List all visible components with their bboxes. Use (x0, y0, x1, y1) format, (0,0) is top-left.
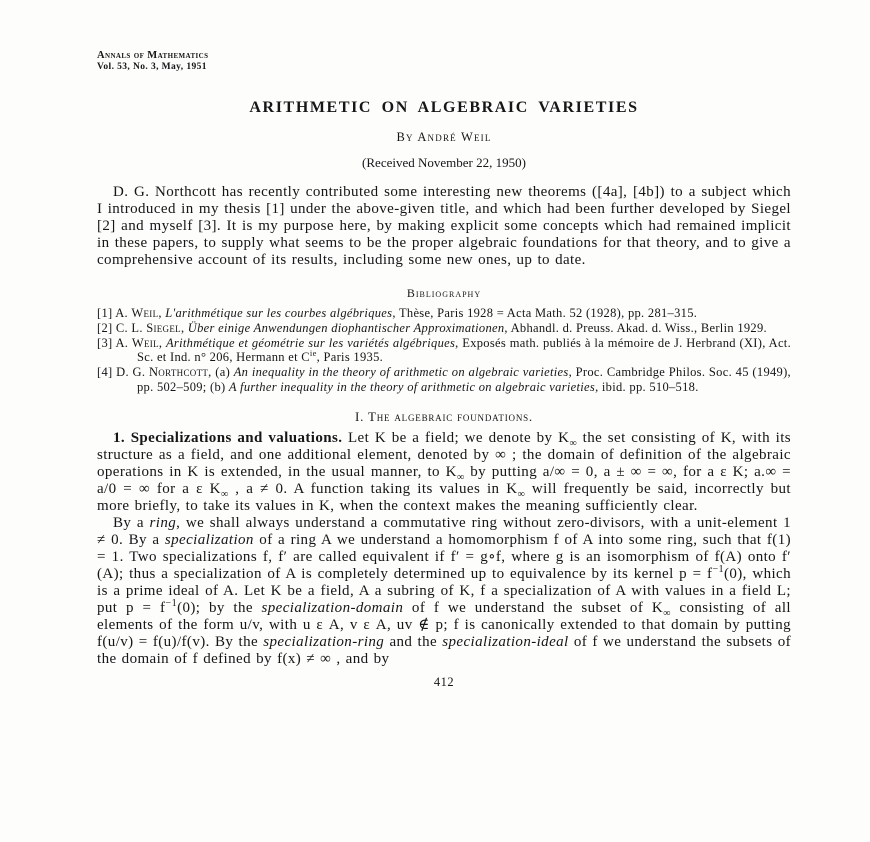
body-paragraph: By a ring, we shall always understand a commutative ring without zero-divisors, with a unit-element 1 ≠ 0. By a specialization of a ring A we understand a homomorphism f of A into some ring, such that f(1) = 1. Two specializations f, f′ are called equivalent if f′ = g∘f, where g is an isomorphism of f(A) onto f′(A); thus a specialization of A is completely determined up to equivalence by its kernel $p = f^{-1}(0)$, which is a prime ideal of A. Let K be a field, A a subring of K, f a specialization of A with values in a field L; put $p = f^{-1}(0)$; by the specialization-domain of f we understand the subset of $K_\infty$ consisting of all elements of the form u/v, with u ε A, v ε A, uv ∉ p; f is canonically extended to that domain by putting f(u/v) = f(u)/f(v). By the specialization-ring and the specialization-ideal of f we understand the subsets of the domain of f defined by f(x) ≠ ∞ , and by (97, 514, 792, 667)
bibliography-item: [1] A. Weil, L'arithmétique sur les courbes algébriques, Thèse, Paris 1928 = Acta Math. 52 (1928), pp. 281–315. (97, 306, 698, 320)
journal-header (97, 50, 791, 73)
paper-title: ARITHMETIC ON ALGEBRAIC VARIETIES (249, 99, 639, 116)
intro-paragraph: D. G. Northcott has recently contributed some interesting new theorems ([4a], [4b]) to a subject which I introduced in my thesis [1] under the above-given title, and which had been further developed by Siegel [2] and myself [3]. It is my purpose here, by making explicit some concepts which had remained implicit in these papers, to supply what seems to be the proper algebraic foundations for that theory, and to give a comprehensive account of its results, including some new ones, up to date. (97, 184, 791, 268)
journal-name: Annals of Mathematics (97, 50, 209, 61)
received-note: (Received November 22, 1950) (362, 155, 526, 170)
bibliography-list (97, 306, 791, 395)
page-content (97, 0, 791, 690)
author-byline: By André Weil (396, 130, 492, 144)
bibliography-item: [2] C. L. Siegel, Über einige Anwendungen diophantischer Approximationen, Abhandl. d. Preuss. Akad. d. Wiss., Berlin 1929. (97, 320, 767, 335)
section-paragraphs (97, 430, 791, 668)
body-paragraph: 1. Specializations and valuations. Let K be a field; we denote by $K_\infty$ the set consisting of K, with its structure as a field, and one additional element, denoted by ∞ ; the domain of definition of the algebraic operations in K is extended, in the usual manner, to $K_\infty$ by putting a/∞ = 0, a ± ∞ = ∞, for a ε K; a.∞ = a/0 = ∞ for a ε $K_\infty$ , a ≠ 0. A function taking its values in $K_\infty$ will frequently be said, incorrectly but more briefly, to take its values in K, when the context makes the meaning sufficiently clear. (97, 429, 791, 514)
journal-issue: Vol. 53, No. 3, May, 1951 (97, 61, 207, 72)
bibliography-heading: Bibliography (406, 286, 482, 300)
page-number: 412 (433, 674, 455, 689)
bibliography-item: [4] D. G. Northcott, (a) An inequality in the theory of arithmetic on algebraic varieties, Proc. Cambridge Philos. Soc. 45 (1949), pp. 502–509; (b) A further inequality in the theory of arithmetic on algebraic varieties, ibid. pp. 510–518. (97, 365, 791, 394)
bibliography-item: [3] A. Weil, Arithmétique et géométrie sur les variétés algébriques, Exposés math. publiés à la mémoire de J. Herbrand (XI), Act. Sc. et Ind. n° 206, Hermann et $C^{ie}$, Paris 1935. (97, 335, 791, 365)
section-heading: I. The algebraic foundations. (355, 408, 533, 424)
